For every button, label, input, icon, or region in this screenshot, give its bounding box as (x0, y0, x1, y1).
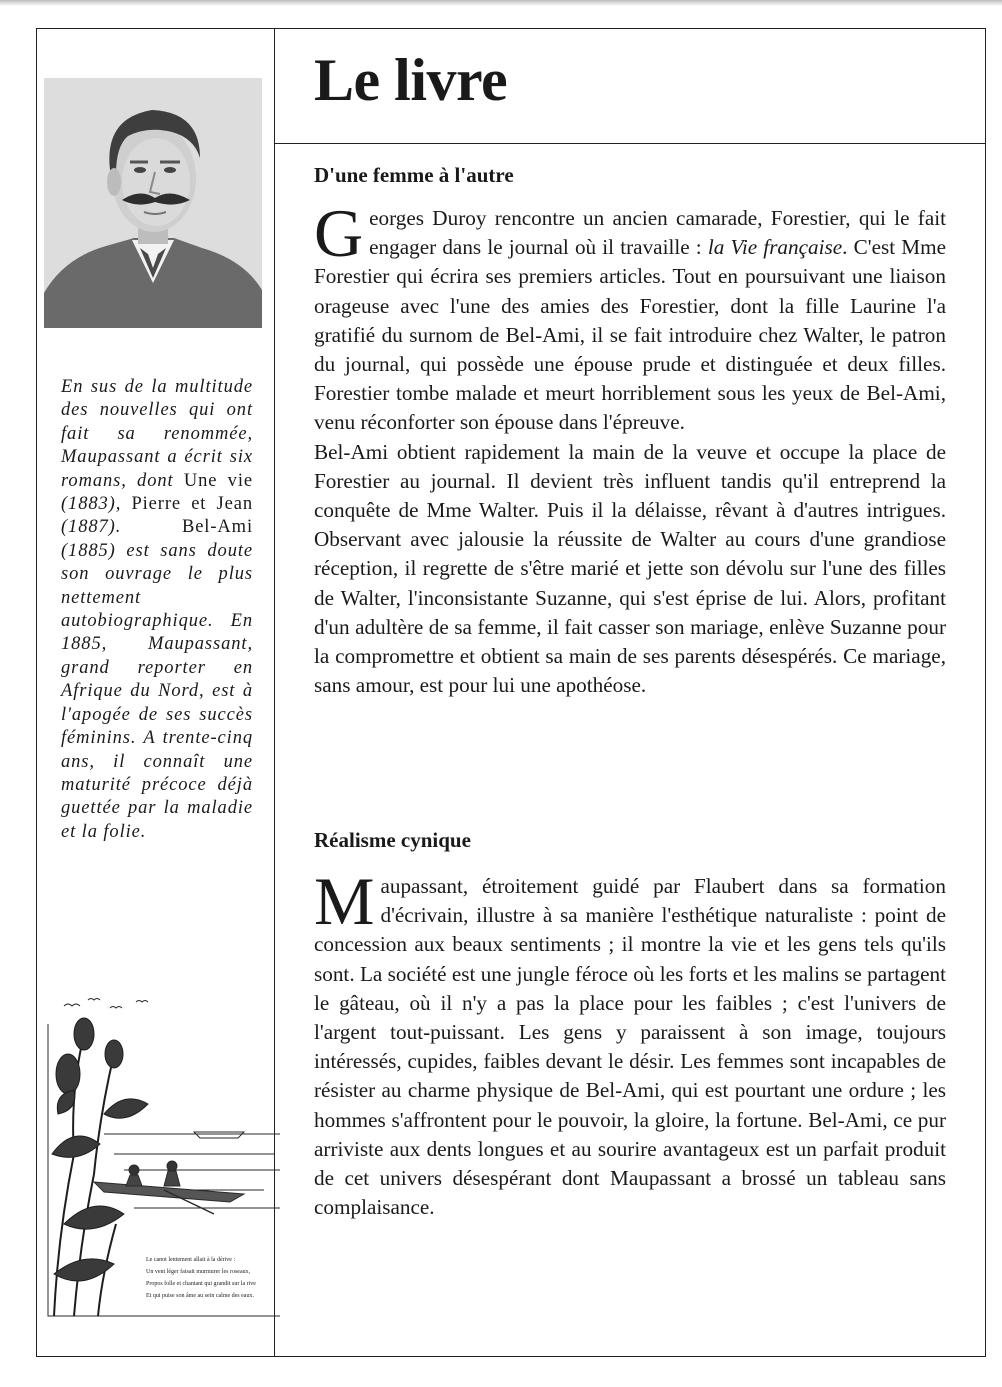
page-top-shadow (0, 0, 1002, 6)
title-rule (274, 143, 986, 144)
drop-cap: M (314, 863, 375, 939)
caption-text-c: (1883), (61, 494, 132, 515)
section-body-femme (314, 195, 946, 700)
paragraph: Bel-Ami obtient rapidement la main de la veuve et occupe la place de Forestier au journal. Il devient très influent tandis qu'il entreprend la conquête de Mme Walter. Puis il la délaisse, rêvant à d'autres intrigues. Observant avec jalousie la réussite de Walter au cours d'une grandiose réception, il regrette de s'être marié et jette son dévolu sur l'une des filles de Walter, l'inconsistante Suzanne, qui s'est éprise de lui. Alors, profitant d'un adultère de sa femme, il fait casser son mariage, enlève Suzanne pour la compromettre et obtient sa main de ses parents désespérés. Ce mariage, sans amour, est pour lui une apothéose. (314, 439, 946, 698)
author-portrait (44, 78, 262, 328)
paragraph-text: eorges Duroy rencontre un ancien camarade, Forestier, qui le fait engager dans le journal où il travaille : (369, 206, 946, 260)
engraving-caption-line: Et qui puise son âme au sein calme des eaux. (146, 1293, 254, 1299)
paragraph (314, 863, 946, 1222)
newspaper-title: la Vie française (707, 235, 843, 260)
caption-text-a: En sus de la multitude des nouvelles qui ont fait sa renommée, Maupassant a écrit six romans, dont (61, 377, 253, 491)
caption-text-g: (1885) est sans doute son ouvrage le plus nettement autobiographique. En 1885, Maupassant, grand reporter en Afrique du Nord, est à l'apogée de ses succès féminins. A trente-cinq ans, il connaît une maturité précoce déjà guettée par la maladie et la folie. (61, 540, 253, 842)
caption-title-une-vie: Une vie (183, 470, 253, 491)
section-heading-realisme: Réalisme cynique (314, 828, 471, 852)
caption-title-pierre-et-jean: Pierre et Jean (131, 494, 253, 515)
engraving-caption-line: Un vent léger faisait murmurer les roseaux, (146, 1269, 251, 1275)
paragraph-text: aupassant, étroitement guidé par Flaubert dans sa formation d'écrivain, illustre à sa manière l'esthétique naturaliste : point de concession aux beaux sentiments ; il montre la vie et les gens tels qu'ils sont. La société est une jungle féroce où les forts et les malins se partagent le gâteau, où il n'y a pas la place pour les faibles ; c'est l'univers de l'argent tout-puissant. Les gens y paraissent à son image, toujours intéressés, cupides, faibles devant le désir. Les femmes sont incapables de résister au charme physique de Bel-Ami, qui est pourtant une ordure ; les hommes s'affrontent pour le pouvoir, la gloire, la fortune. Bel-Ami, ce pur arriviste aux dents longues et au sourire avantageux est un parfait produit de cet univers désespérant dont Maupassant a brossé un tableau sans complaisance. (314, 874, 946, 1220)
engraving-caption-line: Le canot lentement allait à la dérive : (146, 1257, 236, 1263)
caption-title-bel-ami: Bel-Ami (181, 517, 253, 538)
page-title: Le livre (314, 47, 508, 113)
section-body-realisme (314, 863, 946, 1222)
engraving-caption-line: Propos folle et chantant qui grandit sur la rive (146, 1281, 256, 1287)
paragraph (314, 195, 946, 438)
engraving-caption (146, 1254, 286, 1302)
sidebar-caption (61, 376, 253, 844)
caption-text-e: (1887). (61, 517, 182, 538)
section-heading-femme: D'une femme à l'autre (314, 163, 514, 187)
drop-cap: G (314, 195, 364, 271)
paragraph-text: . C'est Mme Forestier qui écrira ses premiers articles. Tout en poursuivant une liaison orageuse avec l'une des amies des Forestier, dont la fille Laurine l'a gratifié du surnom de Bel-Ami, il se fait introduire chez Walter, le patron du journal, qui possède une épouse prude et distinguée et deux filles. Forestier tombe malade et meurt horriblement sous les yeux de Bel-Ami, venu réconforter son épouse dans l'épreuve. (314, 235, 946, 435)
